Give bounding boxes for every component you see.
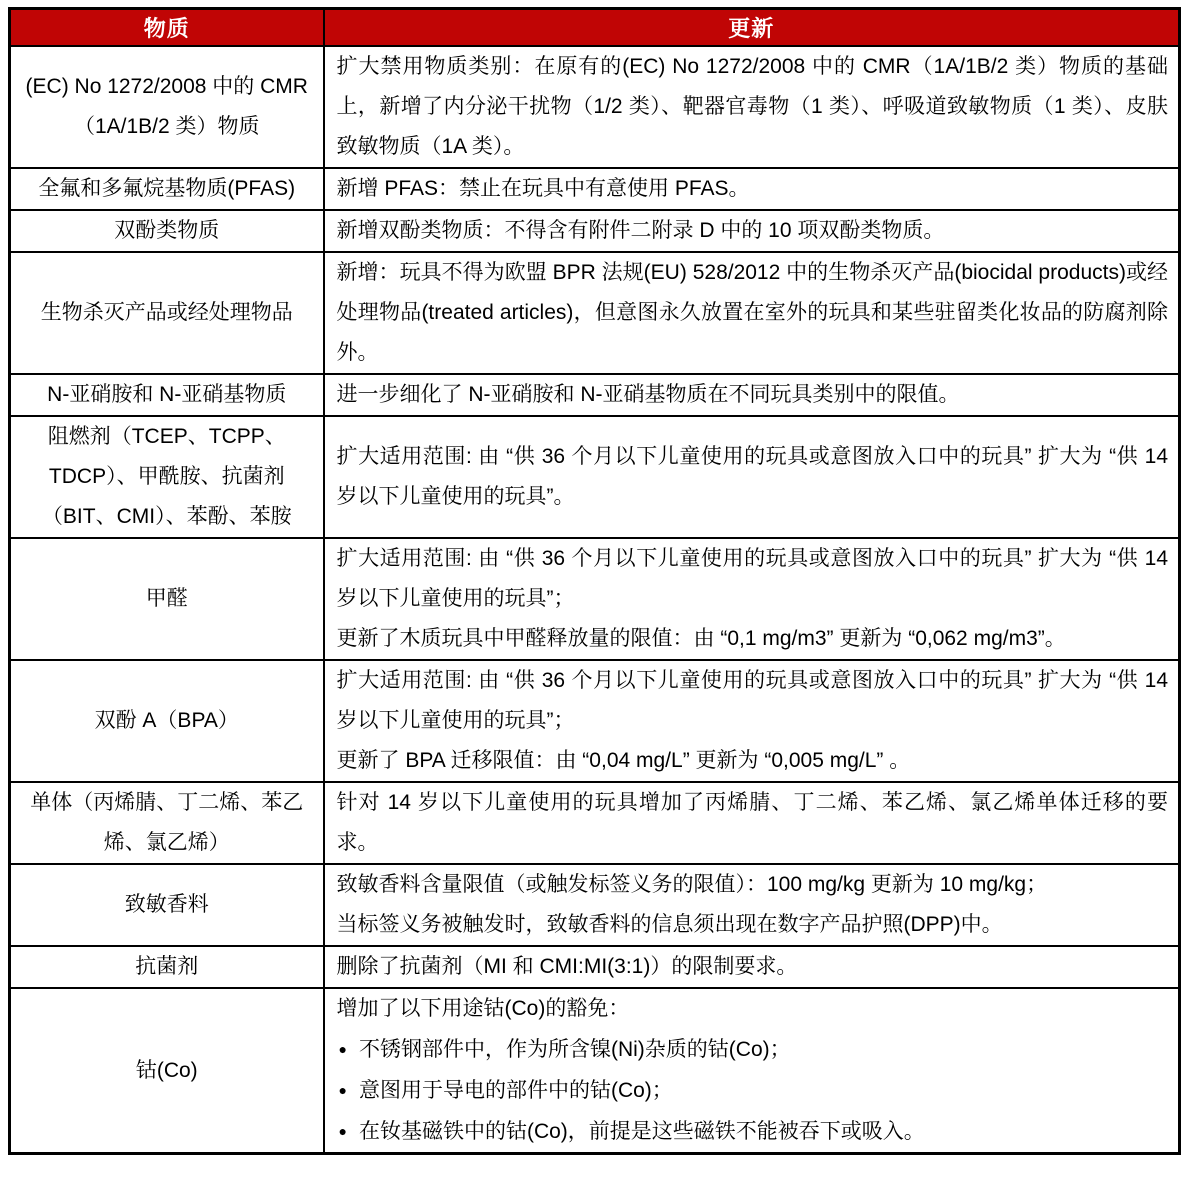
substance-cell: 钴(Co) bbox=[10, 988, 324, 1154]
update-cell bbox=[324, 946, 1180, 988]
update-paragraph: 进一步细化了 N-亚硝胺和 N-亚硝基物质在不同玩具类别中的限值。 bbox=[336, 383, 960, 406]
update-paragraph: 扩大禁用物质类别：在原有的(EC) No 1272/2008 中的 CMR（1A/1B/2 类）物质的基础上，新增了内分泌干扰物（1/2 类）、靶器官毒物（1 类）、呼吸道致敏物质（1 类）、皮肤致敏物质（1A 类）。 bbox=[336, 55, 1168, 158]
substance-cell: 生物杀灭产品或经处理物品 bbox=[10, 252, 324, 374]
substance-cell: 全氟和多氟烷基物质(PFAS) bbox=[10, 168, 324, 210]
update-cell bbox=[324, 46, 1180, 168]
update-paragraph: 扩大适用范围: 由 “供 36 个月以下儿童使用的玩具或意图放入口中的玩具” 扩大为 “供 14 岁以下儿童使用的玩具”； bbox=[336, 669, 1168, 732]
update-cell bbox=[324, 374, 1180, 416]
update-cell bbox=[324, 988, 1180, 1154]
table-row bbox=[10, 210, 1180, 252]
table-row bbox=[10, 864, 1180, 946]
substance-update-table bbox=[8, 7, 1181, 1155]
table-row bbox=[10, 252, 1180, 374]
update-cell bbox=[324, 660, 1180, 782]
substance-cell: 双酚 A（BPA） bbox=[10, 660, 324, 782]
table-row bbox=[10, 946, 1180, 988]
bullet-icon: ● bbox=[338, 1082, 347, 1098]
substance-cell: 单体（丙烯腈、丁二烯、苯乙烯、氯乙烯） bbox=[10, 782, 324, 864]
update-paragraph: 当标签义务被触发时，致敏香料的信息须出现在数字产品护照(DPP)中。 bbox=[336, 913, 1003, 936]
update-paragraph: 新增：玩具不得为欧盟 BPR 法规(EU) 528/2012 中的生物杀灭产品(biocidal products)或经处理物品(treated articles)，但意图永久放置在室外的玩具和某些驻留类化妆品的防腐剂除外。 bbox=[336, 261, 1168, 364]
update-cell bbox=[324, 864, 1180, 946]
column-header-update: 更新 bbox=[324, 9, 1180, 47]
update-bullet-item: ● 不锈钢部件中，作为所含镍(Ni)杂质的钴(Co)； bbox=[338, 1038, 791, 1061]
substance-cell: 抗菌剂 bbox=[10, 946, 324, 988]
table-row bbox=[10, 660, 1180, 782]
update-paragraph: 增加了以下用途钴(Co)的豁免： bbox=[336, 997, 630, 1020]
table-row bbox=[10, 46, 1180, 168]
update-cell bbox=[324, 416, 1180, 538]
substance-cell: 双酚类物质 bbox=[10, 210, 324, 252]
substance-cell: N-亚硝胺和 N-亚硝基物质 bbox=[10, 374, 324, 416]
update-cell bbox=[324, 538, 1180, 660]
update-paragraph: 新增双酚类物质：不得含有附件二附录 D 中的 10 项双酚类物质。 bbox=[336, 219, 945, 242]
update-cell bbox=[324, 252, 1180, 374]
substance-cell: 致敏香料 bbox=[10, 864, 324, 946]
update-paragraph: 删除了抗菌剂（MI 和 CMI:MI(3:1)）的限制要求。 bbox=[336, 955, 798, 978]
update-paragraph: 扩大适用范围: 由 “供 36 个月以下儿童使用的玩具或意图放入口中的玩具” 扩大为 “供 14 岁以下儿童使用的玩具”。 bbox=[336, 445, 1168, 508]
update-cell bbox=[324, 210, 1180, 252]
table-row bbox=[10, 416, 1180, 538]
update-paragraph: 更新了 BPA 迁移限值：由 “0,04 mg/L” 更新为 “0,005 mg/L” 。 bbox=[336, 749, 911, 772]
column-header-substance: 物质 bbox=[10, 9, 324, 47]
table-row bbox=[10, 988, 1180, 1154]
bullet-icon: ● bbox=[338, 1123, 347, 1139]
substance-cell: (EC) No 1272/2008 中的 CMR（1A/1B/2 类）物质 bbox=[10, 46, 324, 168]
update-bullet-item: ● 在钕基磁铁中的钴(Co)，前提是这些磁铁不能被吞下或吸入。 bbox=[338, 1120, 925, 1143]
update-paragraph: 新增 PFAS：禁止在玩具中有意使用 PFAS。 bbox=[336, 177, 750, 200]
table-header-row bbox=[10, 9, 1180, 47]
table-row bbox=[10, 168, 1180, 210]
update-paragraph: 针对 14 岁以下儿童使用的玩具增加了丙烯腈、丁二烯、苯乙烯、氯乙烯单体迁移的要求。 bbox=[336, 791, 1168, 854]
update-paragraph: 致敏香料含量限值（或触发标签义务的限值）：100 mg/kg 更新为 10 mg/kg； bbox=[336, 873, 1048, 896]
update-cell bbox=[324, 168, 1180, 210]
update-paragraph: 更新了木质玩具中甲醛释放量的限值：由 “0,1 mg/m3” 更新为 “0,062 mg/m3”。 bbox=[336, 627, 1066, 650]
table-body bbox=[10, 46, 1180, 1154]
substance-cell: 甲醛 bbox=[10, 538, 324, 660]
update-bullet-item: ● 意图用于导电的部件中的钴(Co)； bbox=[338, 1079, 673, 1102]
table-row bbox=[10, 374, 1180, 416]
table-row bbox=[10, 782, 1180, 864]
table-row bbox=[10, 538, 1180, 660]
update-paragraph: 扩大适用范围: 由 “供 36 个月以下儿童使用的玩具或意图放入口中的玩具” 扩大为 “供 14 岁以下儿童使用的玩具”； bbox=[336, 547, 1168, 610]
substance-cell: 阻燃剂（TCEP、TCPP、TDCP）、甲酰胺、抗菌剂（BIT、CMI）、苯酚、苯胺 bbox=[10, 416, 324, 538]
bullet-icon: ● bbox=[338, 1041, 347, 1057]
update-cell bbox=[324, 782, 1180, 864]
